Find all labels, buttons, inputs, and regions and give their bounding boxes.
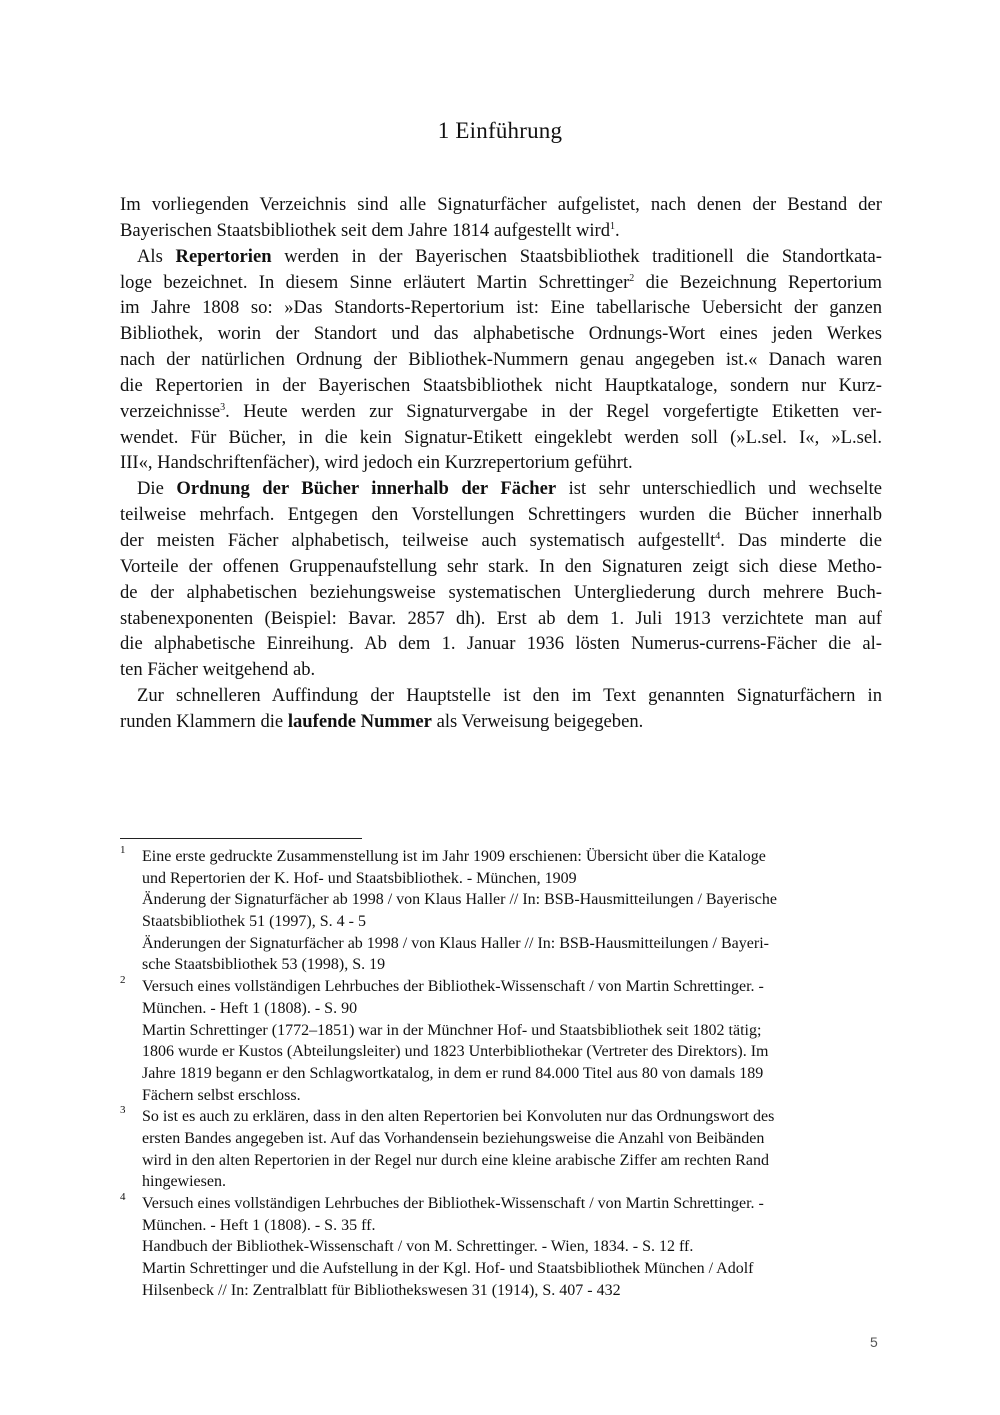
- text-line: [120, 476, 882, 502]
- paragraph-1: [120, 192, 882, 244]
- bold-term: Repertorien: [175, 245, 272, 267]
- text-run: Die: [137, 478, 164, 500]
- footnote-3: [120, 1106, 882, 1193]
- footnote-line: Versuch eines vollständigen Lehrbuches der Bibliothek-Wissenschaft / von Martin Schrettinger. -: [142, 978, 764, 996]
- footnote-line: So ist es auch zu erklären, dass in den alten Repertorien bei Konvoluten nur das Ordnungswort des: [142, 1108, 775, 1126]
- footnote-line: ersten Bandes angegeben ist. Auf das Vorhandensein beziehungsweise die Anzahl von Beibänden: [142, 1129, 765, 1147]
- text-run: die Bezeichnung Repertorium: [645, 271, 882, 293]
- text-line: de der alphabetischen beziehungsweise systematischen Untergliederung durch mehrere Buch-: [120, 581, 882, 603]
- text-line: III«, Handschriftenfächer), wird jedoch ein Kurzrepertorium geführt.: [120, 452, 633, 474]
- footnote-line: sche Staatsbibliothek 53 (1998), S. 19: [142, 956, 386, 974]
- text-line: die Repertorien in der Bayerischen Staatsbibliothek nicht Hauptkataloge, sondern nur Kurz-: [120, 374, 882, 396]
- footnote-line: Jahre 1819 begann er den Schlagwortkatalog, in dem er rund 84.000 Titel aus 80 von damals 189: [142, 1064, 764, 1082]
- footnote-line: Hilsenbeck // In: Zentralblatt für Bibliothekswesen 31 (1914), S. 407 - 432: [142, 1281, 621, 1299]
- footnote-line: wird in den alten Repertorien in der Regel nur durch eine kleine arabische Ziffer am rechten Rand: [142, 1151, 770, 1169]
- footnote-ref-4[interactable]: 4: [715, 530, 721, 542]
- text-run: Bayerischen Staatsbibliothek seit dem Jahre 1814 aufgestellt wird: [120, 219, 611, 241]
- paragraph-3: [120, 476, 882, 683]
- text-run: ist sehr unterschiedlich und wechselte: [568, 478, 882, 500]
- footnote-number: 3: [120, 1104, 126, 1117]
- footnote-number: 2: [120, 974, 126, 987]
- text-line: Bibliothek, worin der Standort und das alphabetische Ordnungs-Wort eines jeden Werkes: [120, 323, 882, 345]
- text-line: Vorteile der offenen Gruppenaufstellung sehr stark. In den Signaturen zeigt sich diese Metho-: [120, 555, 882, 577]
- text-line: [120, 218, 882, 244]
- text-run: loge bezeichnet. In diesem Sinne erläutert Martin Schrettinger: [120, 271, 630, 293]
- text-run: Als: [137, 245, 163, 267]
- footnote-line: hingewiesen.: [142, 1173, 226, 1191]
- footnote-line: Änderungen der Signaturfächer ab 1998 / von Klaus Haller // In: BSB-Hausmitteilungen / Bayeri-: [142, 934, 769, 952]
- text-line: [120, 244, 882, 270]
- text-line: nach der natürlichen Ordnung der Bibliothek-Nummern genau angegeben ist.« Danach waren: [120, 349, 882, 371]
- footnote-line: Änderung der Signaturfächer ab 1998 / von Klaus Haller // In: BSB-Hausmitteilungen / Bayerische: [142, 891, 777, 909]
- paragraph-4: [120, 683, 882, 735]
- text-line: Im vorliegenden Verzeichnis sind alle Signaturfächer aufgelistet, nach denen der Bestand der: [120, 194, 882, 215]
- footnote-line: Fächern selbst erschloss.: [142, 1086, 301, 1104]
- footnote-line: und Repertorien der K. Hof- und Staatsbibliothek. - München, 1909: [142, 869, 577, 887]
- text-run: .: [615, 219, 620, 241]
- footnote-ref-3[interactable]: 3: [220, 401, 226, 413]
- footnote-line: Versuch eines vollständigen Lehrbuches der Bibliothek-Wissenschaft / von Martin Schrettinger. -: [142, 1195, 764, 1212]
- text-line: im Jahre 1808 so: »Das Standorts-Repertorium ist: Eine tabellarische Uebersicht der ganzen: [120, 297, 882, 319]
- footnote-line: München. - Heft 1 (1808). - S. 90: [142, 999, 358, 1017]
- footnote-separator: [120, 838, 362, 839]
- chapter-title: 1 Einführung: [437, 118, 563, 143]
- text-line: [120, 270, 882, 296]
- footnote-line: Handbuch der Bibliothek-Wissenschaft / von M. Schrettinger. - Wien, 1834. - S. 12 ff.: [142, 1238, 694, 1256]
- footnote-2: [120, 976, 882, 1106]
- text-line: wendet. Für Bücher, in die kein Signatur-Etikett eingeklebt werden soll (»L.sel. I«, »L.sel.: [120, 426, 882, 448]
- paragraph-2: [120, 244, 882, 477]
- text-run: . Das minderte die: [720, 529, 883, 551]
- text-run: als Verweisung beigegeben.: [436, 710, 644, 732]
- footnote-ref-2[interactable]: 2: [629, 272, 635, 284]
- footnotes: [120, 846, 882, 1301]
- text-line: stabenexponenten (Beispiel: Bavar. 2857 dh). Erst ab dem 1. Juli 1913 verzichtete man auf: [120, 607, 882, 629]
- body-text: [120, 192, 882, 735]
- text-line: [120, 399, 882, 425]
- page-number: 5: [870, 1334, 878, 1350]
- bold-term: Ordnung der Bücher innerhalb der Fächer: [176, 478, 557, 500]
- footnote-ref-1[interactable]: 1: [610, 220, 616, 232]
- footnote-number: 4: [120, 1191, 126, 1203]
- text-run: werden in der Bayerischen Staatsbibliothek traditionell die Standortkata-: [284, 245, 882, 267]
- footnote-4: [120, 1193, 882, 1301]
- footnote-line: 1806 wurde er Kustos (Abteilungsleiter) und 1823 Unterbibliothekar (Vertreter des Direktors). Im: [142, 1043, 769, 1061]
- text-line: die alphabetische Einreihung. Ab dem 1. Januar 1936 lösten Numerus-currens-Fächer die al-: [120, 633, 882, 655]
- footnote-number: 1: [120, 844, 126, 856]
- footnote-line: Martin Schrettinger (1772–1851) war in der Münchner Hof- und Staatsbibliothek seit 1802 tätig;: [142, 1021, 762, 1039]
- text-line: teilweise mehrfach. Entgegen den Vorstellungen Schrettingers wurden die Bücher innerhalb: [120, 504, 882, 526]
- text-line: [120, 528, 882, 554]
- footnote-line: Martin Schrettinger und die Aufstellung in der Kgl. Hof- und Staatsbibliothek München / Adolf: [142, 1260, 754, 1278]
- footnote-1: [120, 846, 882, 976]
- bold-term: laufende Nummer: [287, 710, 432, 732]
- text-run: verzeichnisse: [120, 400, 221, 422]
- text-run: . Heute werden zur Signaturvergabe in der Regel vorgefertigte Etiketten ver-: [225, 400, 882, 422]
- text-line: ten Fächer weitgehend ab.: [120, 659, 316, 681]
- text-line: [120, 709, 882, 735]
- footnote-line: Eine erste gedruckte Zusammenstellung ist im Jahr 1909 erschienen: Übersicht über die Kataloge: [142, 848, 766, 865]
- text-run: der meisten Fächer alphabetisch, teilweise auch systematisch aufgestellt: [120, 529, 716, 551]
- text-run: runden Klammern die: [120, 710, 284, 732]
- text-line: Zur schnelleren Auffindung der Hauptstelle ist den im Text genannten Signaturfächern in: [137, 685, 882, 707]
- footnote-line: Staatsbibliothek 51 (1997), S. 4 - 5: [142, 913, 366, 931]
- footnote-line: München. - Heft 1 (1808). - S. 35 ff.: [142, 1216, 376, 1234]
